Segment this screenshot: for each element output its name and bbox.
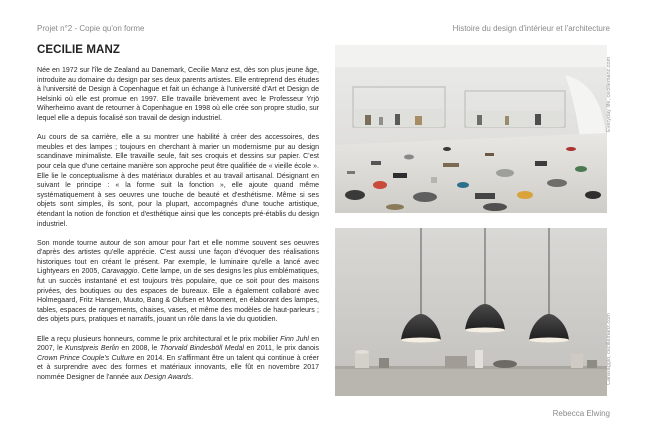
text-run: Son monde tourne autour de son amour pour l'art et elle nomme souvent ses oeuvres d'après des artistes qu'elle apprécie. C'est aussi une façon d'évoquer des réalisations historiques tout en créant le présent. Par exemple, le luminaire qu'elle a lancé avec Lightyears en 2005, (37, 239, 319, 276)
italic-run: Crown Prince Couple's Culture (37, 354, 135, 362)
author-name: Rebecca Elwing (552, 409, 610, 418)
paragraph-career: Au cours de sa carrière, elle a su montrer une habilité à créer des accessoires, des meubles et des lampes ; toujours en cherchant à marier un modernisme pur au design scandinave minimaliste. Elle travaille seule, fait ses croquis et dessins sur papier. C'est pour cela que d'une certaine manière son approche peut être qualifiée de « vieille école ». Elle lie le conceptualisme à des matériaux durables et au travail artisanal. Désignant en suivant le principe : « la forme suit la fonction », elle ajoute quand même systématiquement à ses oeuvres une touche de beauté et d'esthétisme. Même si ses objets sont simples, ils sont, pour la plupart, accompagnés d'une touche artistique, étendant la notion de fonction et d'esthétique ainsi que les concepts pré-établis du design industriel. (37, 134, 319, 228)
italic-run: Finn Juhl (280, 335, 309, 343)
paragraph-biography: Née en 1972 sur l'île de Zealand au Danemark, Cecilie Manz est, dès son plus jeune âge, introduite au domaine du design par ses deux parents artistes. Elle entreprend des études à l'université de Design à Copenhague et fait un échange à l'université d'Art et Design de Helsinki où elle est promue en 1997. Elle travaille brièvement avec le Professeur Yrjö Wiherheimo avant de retourner à Copenhague en 1998 où elle crée son propre studio, sur lequel elle a depuis focalisé son travail de design industriel. (37, 67, 319, 122)
text-run: en 2014. En s'affirmant être un talent qui continue à créer et à surprendre avec des formes et matériaux innovants, elle fût en novembre 2017 nommée Designer de l'année aux (37, 354, 319, 381)
paragraph-honours (37, 335, 319, 383)
text-run: Elle a reçu plusieurs honneurs, comme le prix architectural et le prix mobilier (37, 335, 281, 343)
italic-run: Caravaggio (101, 268, 138, 276)
caption-everyday-life: Everyday life, ceciliemanz.com (606, 56, 612, 132)
caravaggio-illustration (335, 228, 607, 396)
exhibition-illustration (335, 45, 607, 213)
text-run: . (191, 374, 194, 381)
header-course-title: Histoire du design d'intérieur et l'architecture (452, 24, 610, 33)
photo-everyday-life-exhibition (335, 45, 607, 213)
photo-caravaggio-lamps (335, 228, 607, 396)
italic-run: Thorvald Bindesböll Medal (159, 345, 244, 353)
page-title: CECILIE MANZ (37, 44, 120, 56)
caption-caravaggio: Caravaggio, ceciliemanz.com (606, 313, 612, 385)
text-run: en 2008, le (118, 345, 160, 353)
body-text (37, 66, 319, 392)
text-run: en 2011, le prix danois (243, 345, 319, 353)
text-run: . Cette lampe, un de ses designs les plus emblématiques, fut un succès instantané et est toujours très populaire, que ce soit pour des maisons privées, des boutiques ou des espaces de bureaux. Elle a également collaboré avec Holmegaard, Fritz Hansen, Muuto, Bang & Olufsen et Mooment, en élaborant des lampes, tables, espaces de rangements, chaises, vases, et même des modèles de haut-parleurs ; des objets purs, pratiques et narratifs, jouant un rôle dans la vie du quotidien. (37, 268, 320, 324)
header-project-title: Projet n°2 - Copie qu'on forme (37, 24, 145, 33)
italic-run: Kunstpreis Berlin (65, 345, 119, 353)
italic-run: Design Awards (144, 374, 192, 381)
paragraph-art (37, 239, 319, 325)
text-run: en 2007, le (37, 335, 319, 353)
